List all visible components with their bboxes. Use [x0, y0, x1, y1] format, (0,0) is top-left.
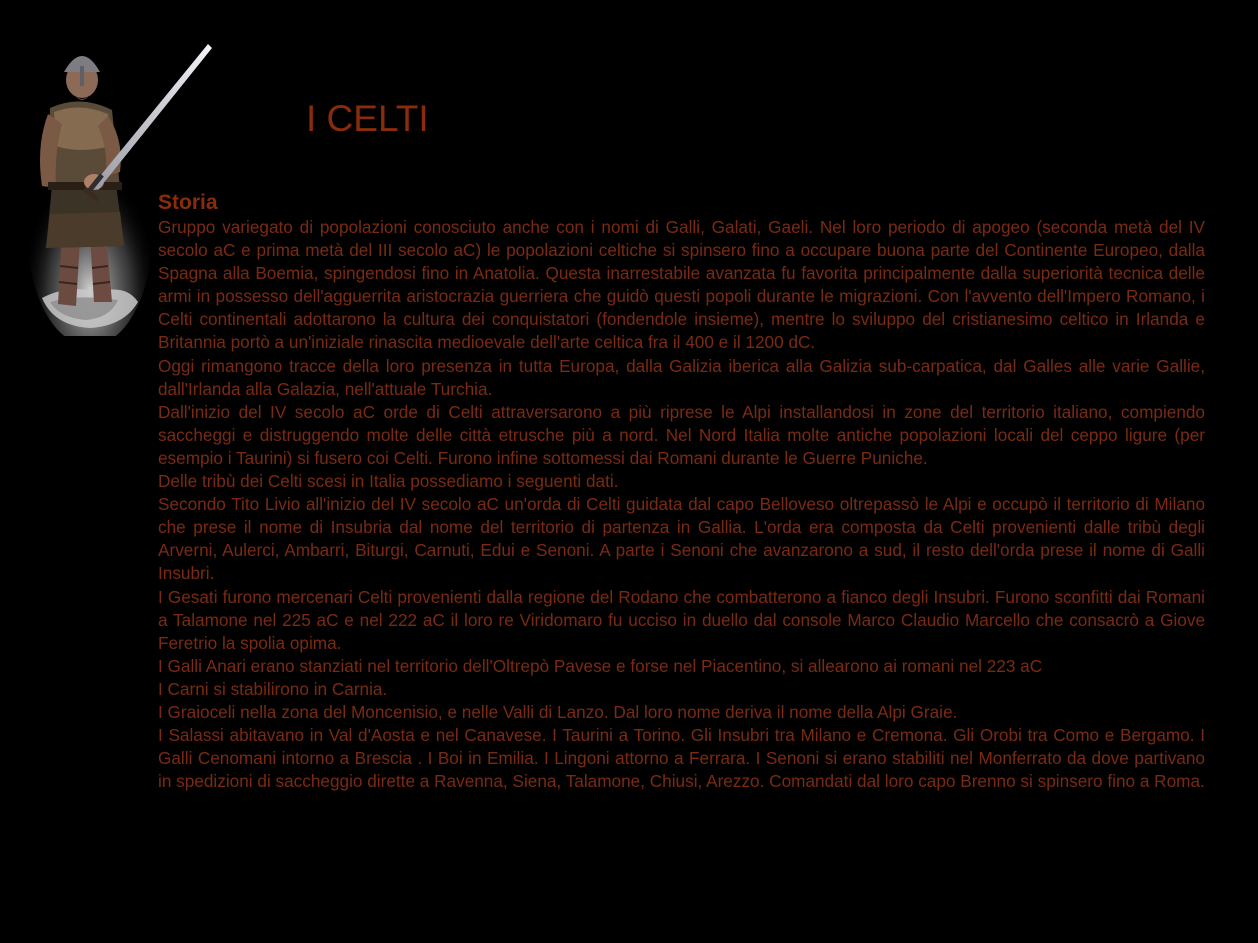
paragraph: I Graioceli nella zona del Moncenisio, e nelle Valli di Lanzo. Dal loro nome deriva il nome della Alpi Graie.: [158, 701, 958, 722]
content-body: [158, 190, 1205, 793]
paragraph: Gruppo variegato di popolazioni conosciuto anche con i nomi di Galli, Galati, Gaeli. Nel loro periodo di apogeo (seconda metà del IV secolo aC e prima metà del III secolo aC) le popolazioni celtiche si spinsero fino a occupare buona parte del Continente Europeo, dalla Spagna alla Boemia, spingendosi fino in Anatolia. Questa inarrestabile avanzata fu favorita principalmente dalla superiorità tecnica delle armi in possesso dell'agguerrita aristocrazia guerriera che guidò questi popoli durante le migrazioni. Con l'avvento dell'Impero Romano, i Celti continentali adottarono la cultura dei conquistatori (fondendole insieme), mentre lo sviluppo del cristianesimo celtico in Irlanda e Britannia portò a un'iniziale rinascita medioevale dell'arte celtica fra il 400 e il 1200 dC.: [158, 217, 1205, 353]
section-heading-storia: Storia: [158, 191, 218, 214]
paragraph: Oggi rimangono tracce della loro presenza in tutta Europa, dalla Galizia iberica alla Galizia sub-carpatica, dal Galles alle varie Gallie, dall'Irlanda alla Galazia, nell'attuale Turchia.: [158, 355, 1205, 399]
paragraph: Dall'inizio del IV secolo aC orde di Celti attraversarono a più riprese le Alpi installandosi in zone del territorio italiano, compiendo saccheggi e distruggendo molte delle città etrusche più a nord. Nel Nord Italia molte antiche popolazioni locali del ceppo ligure (per esempio i Taurini) si fusero coi Celti. Furono infine sottomessi dai Romani durante le Guerre Puniche.: [158, 401, 1205, 468]
paragraph: I Carni si stabilirono in Carnia.: [158, 678, 388, 699]
paragraph: Delle tribù dei Celti scesi in Italia possediamo i seguenti dati.: [158, 471, 619, 492]
paragraph: I Salassi abitavano in Val d'Aosta e nel Canavese. I Taurini a Torino. Gli Insubri tra Milano e Cremona. Gli Orobi tra Como e Bergamo. I Galli Cenomani intorno a Brescia . I Boi in Emilia. I Lingoni attorno a Ferrara. I Senoni si erano stabiliti nel Monferrato da dove partivano in spedizioni di saccheggio dirette a Ravenna, Siena, Talamone, Chiusi, Arezzo. Comandati dal loro capo Brenno si spinsero fino a Roma.: [158, 725, 1205, 792]
paragraph: I Galli Anari erano stanziati nel territorio dell'Oltrepò Pavese e forse nel Piacentino, si allearono ai romani nel 223 aC: [158, 655, 1043, 676]
page-title: I CELTI: [306, 98, 429, 139]
paragraph: Secondo Tito Livio all'inizio del IV secolo aC un'orda di Celti guidata dal capo Belloveso oltrepassò le Alpi e occupò il territorio di Milano che prese il nome di Insubria dal nome del territorio di partenza in Gallia. L'orda era composta da Celti provenienti dalle tribù degli Arverni, Aulerci, Ambarri, Biturgi, Carnuti, Edui e Senoni. A parte i Senoni che avanzarono a sud, il resto dell'orda prese il nome di Galli Insubri.: [158, 494, 1205, 584]
paragraph: I Gesati furono mercenari Celti provenienti dalla regione del Rodano che combatterono a fianco degli Insubri. Furono sconfitti dai Romani a Talamone nel 225 aC e nel 222 aC il loro re Viridomaro fu ucciso in duello dal console Marco Claudio Marcello che consacrò a Giove Feretrio la spolia opima.: [158, 586, 1205, 653]
